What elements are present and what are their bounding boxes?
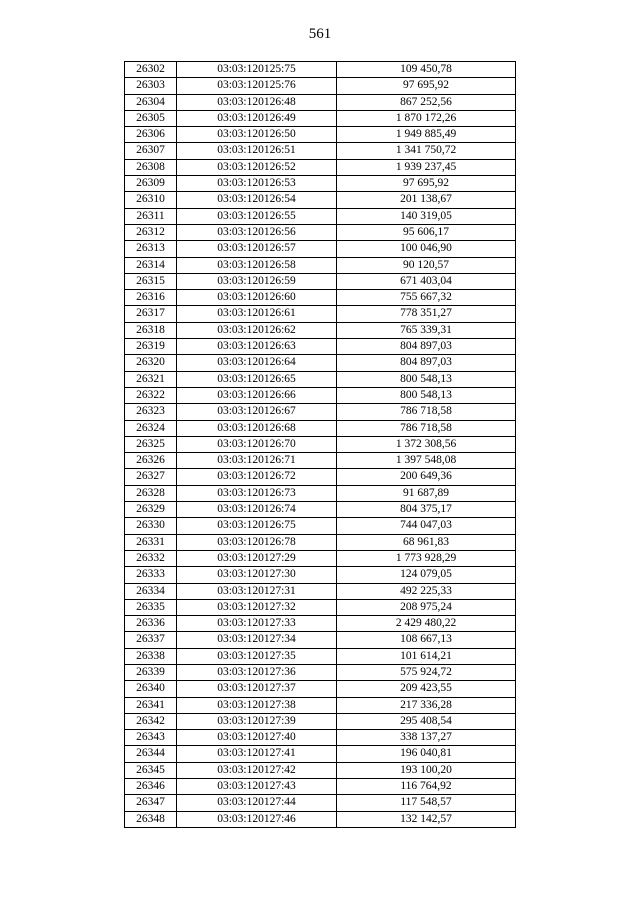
cadastral-value-cell: 1 870 172,26 <box>337 110 516 126</box>
cadastral-number-cell: 03:03:120126:74 <box>177 502 337 518</box>
cadastral-value-cell: 1 341 750,72 <box>337 143 516 159</box>
table-row <box>125 550 516 566</box>
table-row <box>125 502 516 518</box>
table-row <box>125 420 516 436</box>
cadastral-value-cell: 755 667,32 <box>337 290 516 306</box>
cadastral-number-cell: 03:03:120126:65 <box>177 371 337 387</box>
cadastral-number-cell: 03:03:120126:73 <box>177 485 337 501</box>
cadastral-value-cell: 295 408,54 <box>337 713 516 729</box>
table-row <box>125 518 516 534</box>
cadastral-value-cell: 117 548,57 <box>337 795 516 811</box>
cadastral-value-cell: 108 667,13 <box>337 632 516 648</box>
cadastral-number-cell: 03:03:120125:76 <box>177 78 337 94</box>
cadastral-number-cell: 03:03:120126:48 <box>177 94 337 110</box>
table-row <box>125 632 516 648</box>
cadastral-value-cell: 1 949 885,49 <box>337 127 516 143</box>
cadastral-number-cell: 03:03:120127:34 <box>177 632 337 648</box>
cadastral-value-cell: 97 695,92 <box>337 176 516 192</box>
row-number-cell: 26321 <box>125 371 177 387</box>
table-row <box>125 404 516 420</box>
cadastral-value-cell: 1 939 237,45 <box>337 159 516 175</box>
row-number-cell: 26307 <box>125 143 177 159</box>
row-number-cell: 26337 <box>125 632 177 648</box>
row-number-cell: 26325 <box>125 436 177 452</box>
cadastral-value-cell: 671 403,04 <box>337 273 516 289</box>
table-body <box>125 62 516 828</box>
row-number-cell: 26319 <box>125 339 177 355</box>
cadastral-number-cell: 03:03:120126:66 <box>177 387 337 403</box>
row-number-cell: 26345 <box>125 762 177 778</box>
cadastral-number-cell: 03:03:120126:59 <box>177 273 337 289</box>
cadastral-number-cell: 03:03:120126:63 <box>177 339 337 355</box>
table-row <box>125 436 516 452</box>
cadastral-value-cell: 492 225,33 <box>337 583 516 599</box>
cadastral-number-cell: 03:03:120127:33 <box>177 616 337 632</box>
cadastral-value-cell: 575 924,72 <box>337 664 516 680</box>
table-row <box>125 387 516 403</box>
cadastral-number-cell: 03:03:120127:46 <box>177 811 337 827</box>
cadastral-number-cell: 03:03:120127:32 <box>177 599 337 615</box>
cadastral-number-cell: 03:03:120126:62 <box>177 322 337 338</box>
cadastral-value-cell: 804 375,17 <box>337 502 516 518</box>
row-number-cell: 26322 <box>125 387 177 403</box>
cadastral-value-cell: 804 897,03 <box>337 355 516 371</box>
cadastral-number-cell: 03:03:120127:42 <box>177 762 337 778</box>
cadastral-value-cell: 208 975,24 <box>337 599 516 615</box>
row-number-cell: 26348 <box>125 811 177 827</box>
cadastral-number-cell: 03:03:120126:53 <box>177 176 337 192</box>
row-number-cell: 26310 <box>125 192 177 208</box>
row-number-cell: 26314 <box>125 257 177 273</box>
row-number-cell: 26334 <box>125 583 177 599</box>
row-number-cell: 26320 <box>125 355 177 371</box>
table-row <box>125 224 516 240</box>
row-number-cell: 26343 <box>125 730 177 746</box>
row-number-cell: 26311 <box>125 208 177 224</box>
table-row <box>125 779 516 795</box>
row-number-cell: 26336 <box>125 616 177 632</box>
cadastral-number-cell: 03:03:120125:75 <box>177 62 337 78</box>
table-row <box>125 143 516 159</box>
cadastral-value-cell: 800 548,13 <box>337 371 516 387</box>
cadastral-value-cell: 765 339,31 <box>337 322 516 338</box>
table-row <box>125 176 516 192</box>
table-row <box>125 453 516 469</box>
row-number-cell: 26323 <box>125 404 177 420</box>
row-number-cell: 26332 <box>125 550 177 566</box>
table-row <box>125 192 516 208</box>
row-number-cell: 26309 <box>125 176 177 192</box>
table-row <box>125 762 516 778</box>
cadastral-number-cell: 03:03:120127:37 <box>177 681 337 697</box>
row-number-cell: 26346 <box>125 779 177 795</box>
cadastral-number-cell: 03:03:120126:78 <box>177 534 337 550</box>
cadastral-number-cell: 03:03:120126:75 <box>177 518 337 534</box>
table-row <box>125 208 516 224</box>
table-row <box>125 94 516 110</box>
cadastral-number-cell: 03:03:120127:31 <box>177 583 337 599</box>
table-row <box>125 616 516 632</box>
cadastral-number-cell: 03:03:120126:70 <box>177 436 337 452</box>
cadastral-value-cell: 338 137,27 <box>337 730 516 746</box>
cadastral-number-cell: 03:03:120126:67 <box>177 404 337 420</box>
cadastral-value-cell: 68 961,83 <box>337 534 516 550</box>
cadastral-value-cell: 1 397 548,08 <box>337 453 516 469</box>
cadastral-value-cell: 786 718,58 <box>337 404 516 420</box>
table-row <box>125 339 516 355</box>
cadastral-value-cell: 1 773 928,29 <box>337 550 516 566</box>
table-row <box>125 664 516 680</box>
cadastral-value-cell: 201 138,67 <box>337 192 516 208</box>
row-number-cell: 26313 <box>125 241 177 257</box>
row-number-cell: 26318 <box>125 322 177 338</box>
row-number-cell: 26302 <box>125 62 177 78</box>
table-row <box>125 534 516 550</box>
row-number-cell: 26329 <box>125 502 177 518</box>
row-number-cell: 26331 <box>125 534 177 550</box>
cadastral-number-cell: 03:03:120127:41 <box>177 746 337 762</box>
cadastral-value-cell: 91 687,89 <box>337 485 516 501</box>
row-number-cell: 26303 <box>125 78 177 94</box>
cadastral-value-cell: 140 319,05 <box>337 208 516 224</box>
table-row <box>125 730 516 746</box>
cadastral-value-cell: 1 372 308,56 <box>337 436 516 452</box>
cadastral-number-cell: 03:03:120126:56 <box>177 224 337 240</box>
cadastral-number-cell: 03:03:120126:49 <box>177 110 337 126</box>
cadastral-value-cell: 209 423,55 <box>337 681 516 697</box>
cadastral-value-cell: 744 047,03 <box>337 518 516 534</box>
row-number-cell: 26340 <box>125 681 177 697</box>
table-row <box>125 567 516 583</box>
cadastral-number-cell: 03:03:120127:36 <box>177 664 337 680</box>
cadastral-value-cell: 109 450,78 <box>337 62 516 78</box>
row-number-cell: 26304 <box>125 94 177 110</box>
cadastral-number-cell: 03:03:120127:29 <box>177 550 337 566</box>
table-row <box>125 290 516 306</box>
row-number-cell: 26333 <box>125 567 177 583</box>
cadastral-value-cell: 193 100,20 <box>337 762 516 778</box>
table-row <box>125 127 516 143</box>
cadastral-number-cell: 03:03:120127:30 <box>177 567 337 583</box>
table-row <box>125 371 516 387</box>
cadastral-number-cell: 03:03:120126:57 <box>177 241 337 257</box>
table-row <box>125 681 516 697</box>
cadastral-number-cell: 03:03:120127:35 <box>177 648 337 664</box>
cadastral-value-cell: 2 429 480,22 <box>337 616 516 632</box>
cadastral-number-cell: 03:03:120126:52 <box>177 159 337 175</box>
row-number-cell: 26347 <box>125 795 177 811</box>
table-row <box>125 599 516 615</box>
cadastral-value-cell: 217 336,28 <box>337 697 516 713</box>
row-number-cell: 26317 <box>125 306 177 322</box>
row-number-cell: 26327 <box>125 469 177 485</box>
row-number-cell: 26330 <box>125 518 177 534</box>
cadastral-value-table <box>124 61 516 828</box>
table-row <box>125 273 516 289</box>
row-number-cell: 26342 <box>125 713 177 729</box>
table-row <box>125 583 516 599</box>
cadastral-value-cell: 200 649,36 <box>337 469 516 485</box>
cadastral-value-cell: 778 351,27 <box>337 306 516 322</box>
cadastral-value-cell: 116 764,92 <box>337 779 516 795</box>
cadastral-number-cell: 03:03:120126:61 <box>177 306 337 322</box>
cadastral-number-cell: 03:03:120126:68 <box>177 420 337 436</box>
row-number-cell: 26326 <box>125 453 177 469</box>
row-number-cell: 26305 <box>125 110 177 126</box>
cadastral-value-cell: 800 548,13 <box>337 387 516 403</box>
table-row <box>125 469 516 485</box>
table-row <box>125 648 516 664</box>
table-row <box>125 78 516 94</box>
cadastral-value-cell: 90 120,57 <box>337 257 516 273</box>
table-row <box>125 110 516 126</box>
page-number: 561 <box>308 26 332 42</box>
table-row <box>125 713 516 729</box>
row-number-cell: 26316 <box>125 290 177 306</box>
cadastral-value-cell: 786 718,58 <box>337 420 516 436</box>
cadastral-value-cell: 804 897,03 <box>337 339 516 355</box>
cadastral-number-cell: 03:03:120126:72 <box>177 469 337 485</box>
cadastral-number-cell: 03:03:120126:54 <box>177 192 337 208</box>
cadastral-number-cell: 03:03:120126:51 <box>177 143 337 159</box>
cadastral-value-cell: 196 040,81 <box>337 746 516 762</box>
table-row <box>125 159 516 175</box>
cadastral-number-cell: 03:03:120126:50 <box>177 127 337 143</box>
cadastral-number-cell: 03:03:120127:38 <box>177 697 337 713</box>
cadastral-value-cell: 101 614,21 <box>337 648 516 664</box>
table-row <box>125 811 516 827</box>
cadastral-number-cell: 03:03:120126:60 <box>177 290 337 306</box>
cadastral-number-cell: 03:03:120126:71 <box>177 453 337 469</box>
table-row <box>125 485 516 501</box>
cadastral-number-cell: 03:03:120127:39 <box>177 713 337 729</box>
cadastral-value-cell: 97 695,92 <box>337 78 516 94</box>
row-number-cell: 26339 <box>125 664 177 680</box>
cadastral-value-cell: 100 046,90 <box>337 241 516 257</box>
table-row <box>125 322 516 338</box>
row-number-cell: 26338 <box>125 648 177 664</box>
row-number-cell: 26344 <box>125 746 177 762</box>
cadastral-number-cell: 03:03:120127:44 <box>177 795 337 811</box>
cadastral-number-cell: 03:03:120127:40 <box>177 730 337 746</box>
row-number-cell: 26341 <box>125 697 177 713</box>
row-number-cell: 26328 <box>125 485 177 501</box>
cadastral-number-cell: 03:03:120127:43 <box>177 779 337 795</box>
table-row <box>125 746 516 762</box>
cadastral-number-cell: 03:03:120126:55 <box>177 208 337 224</box>
cadastral-value-cell: 124 079,05 <box>337 567 516 583</box>
cadastral-value-cell: 95 606,17 <box>337 224 516 240</box>
table-row <box>125 697 516 713</box>
row-number-cell: 26312 <box>125 224 177 240</box>
table-row <box>125 355 516 371</box>
cadastral-number-cell: 03:03:120126:64 <box>177 355 337 371</box>
table-row <box>125 62 516 78</box>
table-row <box>125 241 516 257</box>
row-number-cell: 26306 <box>125 127 177 143</box>
cadastral-value-cell: 132 142,57 <box>337 811 516 827</box>
table-row <box>125 795 516 811</box>
cadastral-value-cell: 867 252,56 <box>337 94 516 110</box>
row-number-cell: 26335 <box>125 599 177 615</box>
row-number-cell: 26324 <box>125 420 177 436</box>
table-row <box>125 306 516 322</box>
table-row <box>125 257 516 273</box>
cadastral-number-cell: 03:03:120126:58 <box>177 257 337 273</box>
row-number-cell: 26315 <box>125 273 177 289</box>
row-number-cell: 26308 <box>125 159 177 175</box>
